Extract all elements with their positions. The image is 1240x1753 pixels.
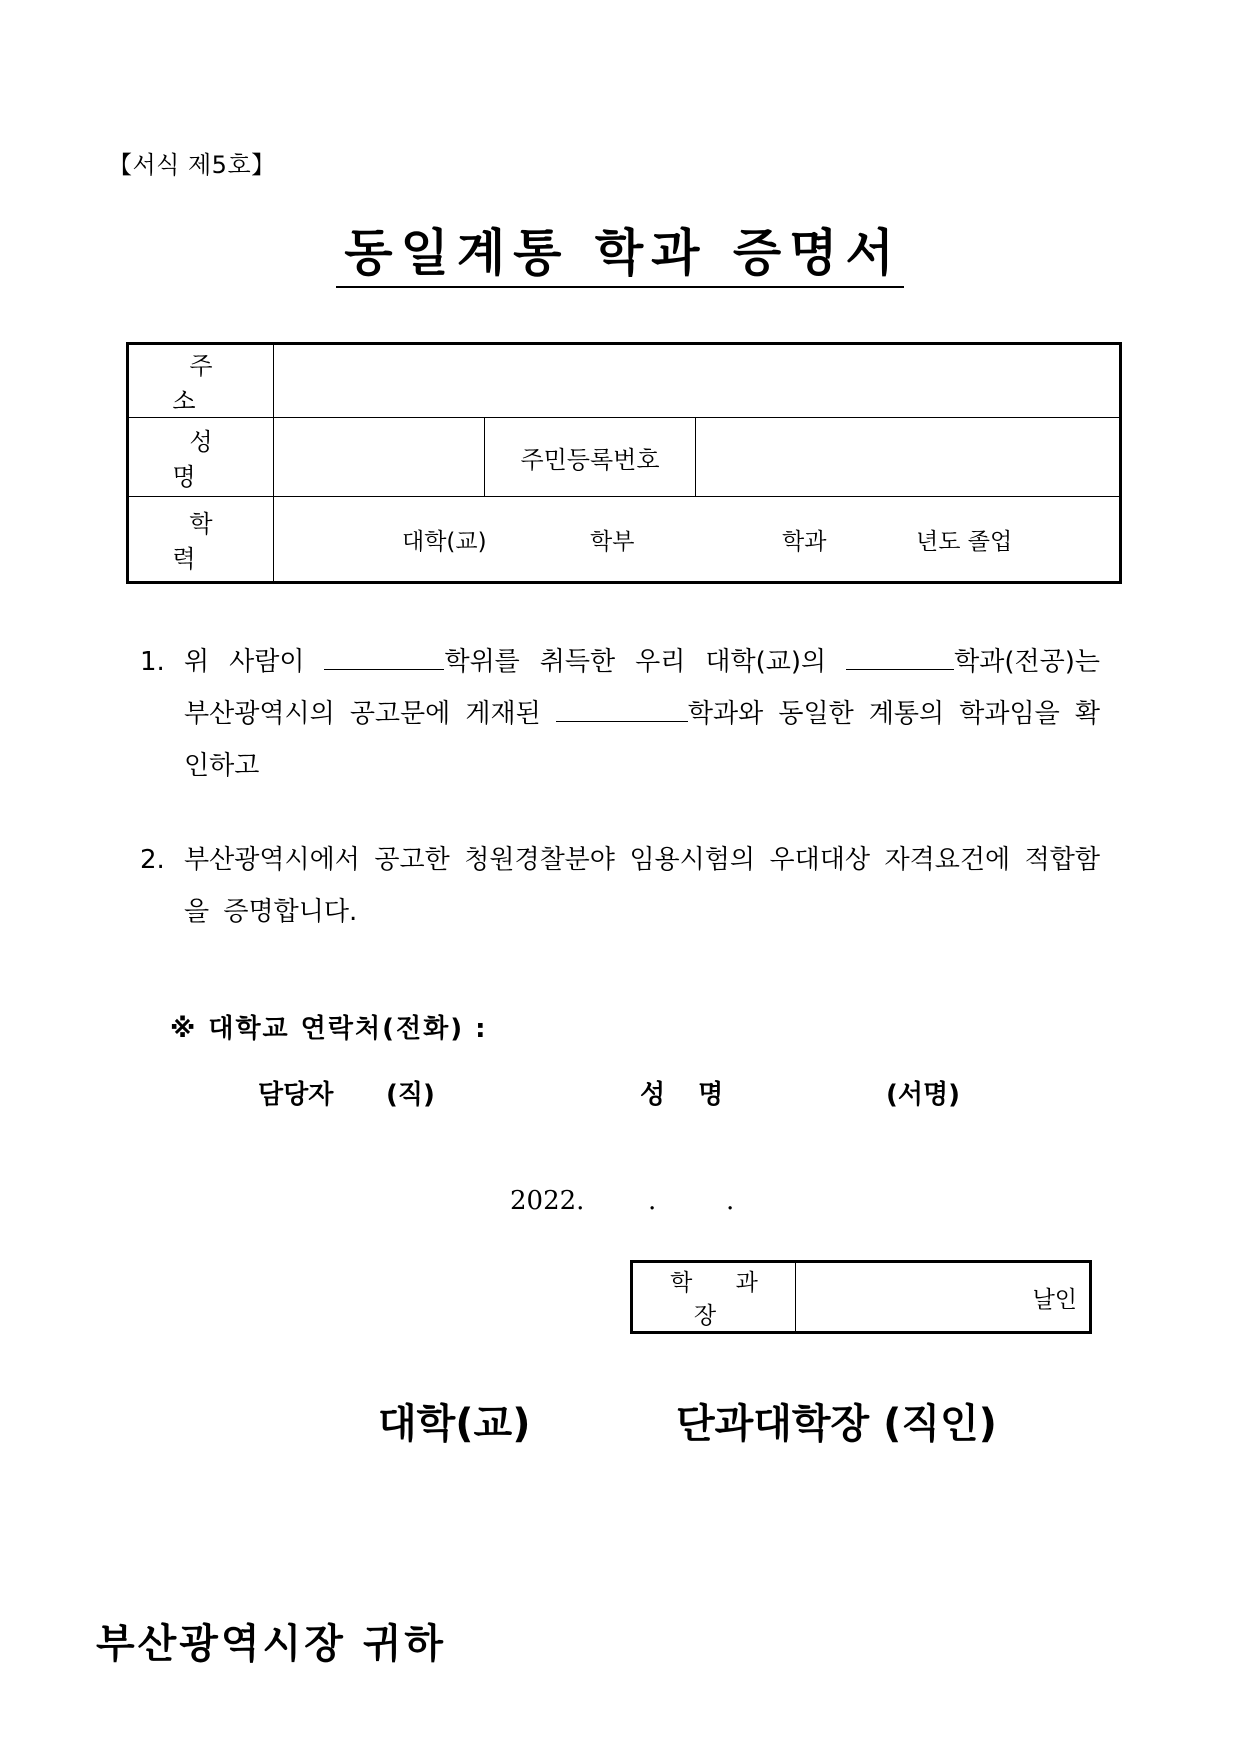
- department-head-label: 학 과 장: [632, 1262, 796, 1333]
- name-field[interactable]: [274, 418, 485, 497]
- item-1-number: 1.: [140, 647, 165, 677]
- item-1-text: [184, 636, 1100, 792]
- contact-position-label: (직): [386, 1080, 435, 1110]
- issuer-college-dean: 단과대학장 (직인): [676, 1401, 997, 1447]
- education-department-label: 학과: [782, 529, 827, 555]
- education-university-label: 대학(교): [402, 529, 487, 555]
- contact-name-label: 성 명: [640, 1080, 736, 1110]
- major-blank[interactable]: [846, 643, 954, 670]
- applicant-info-table: [126, 342, 1122, 584]
- education-school-label: 학부: [590, 529, 635, 555]
- recipient: 부산광역시장 귀하: [96, 1621, 447, 1667]
- resident-no-field[interactable]: [696, 418, 1121, 497]
- contact-signature-label: (서명): [886, 1080, 960, 1110]
- address-field[interactable]: [274, 344, 1121, 418]
- seal-label: 날인: [1032, 1286, 1077, 1313]
- item-2-number: 2.: [140, 845, 165, 875]
- university-contact-label: ※ 대학교 연락처(전화) :: [170, 1014, 488, 1044]
- issue-date-day-dot: .: [726, 1186, 735, 1216]
- item-2: [140, 834, 1100, 938]
- department-head-seal[interactable]: [796, 1262, 1091, 1333]
- item-2-text: 부산광역시에서 공고한 청원경찰분야 임용시험의 우대대상 자격요건에 적합함을 증명합니다.: [184, 845, 1100, 927]
- issuer-university: 대학(교): [378, 1401, 531, 1447]
- item-1-part-d: 학과와 동일한 계통의 학과임을 확인하고: [184, 699, 1100, 781]
- item-1-part-c: 학과(전공)는 부산광역시의 공고문에 게재된: [184, 647, 1100, 729]
- address-label: 주 소: [128, 344, 274, 418]
- department-head-box: [630, 1260, 1092, 1334]
- document-title-wrap: [0, 222, 1240, 288]
- document-title: 동일계통 학과 증명서: [336, 222, 904, 288]
- degree-blank[interactable]: [324, 643, 444, 670]
- education-field[interactable]: [274, 497, 1121, 583]
- issue-date-month-dot: .: [648, 1186, 657, 1216]
- item-1-part-b: 학위를 취득한 우리 대학(교)의: [444, 647, 847, 677]
- education-graduation-label: 년도 졸업: [916, 529, 1013, 555]
- resident-no-label: 주민등록번호: [485, 418, 696, 497]
- contact-person-label: 담당자: [258, 1080, 334, 1110]
- issue-date-year: 2022.: [510, 1186, 585, 1216]
- item-1: [140, 636, 1100, 792]
- education-label: 학 력: [128, 497, 274, 583]
- form-number: 【서식 제5호】: [108, 151, 276, 179]
- item-1-part-a: 위 사람이: [184, 647, 325, 677]
- name-label: 성 명: [128, 418, 274, 497]
- announced-major-blank[interactable]: [556, 695, 688, 722]
